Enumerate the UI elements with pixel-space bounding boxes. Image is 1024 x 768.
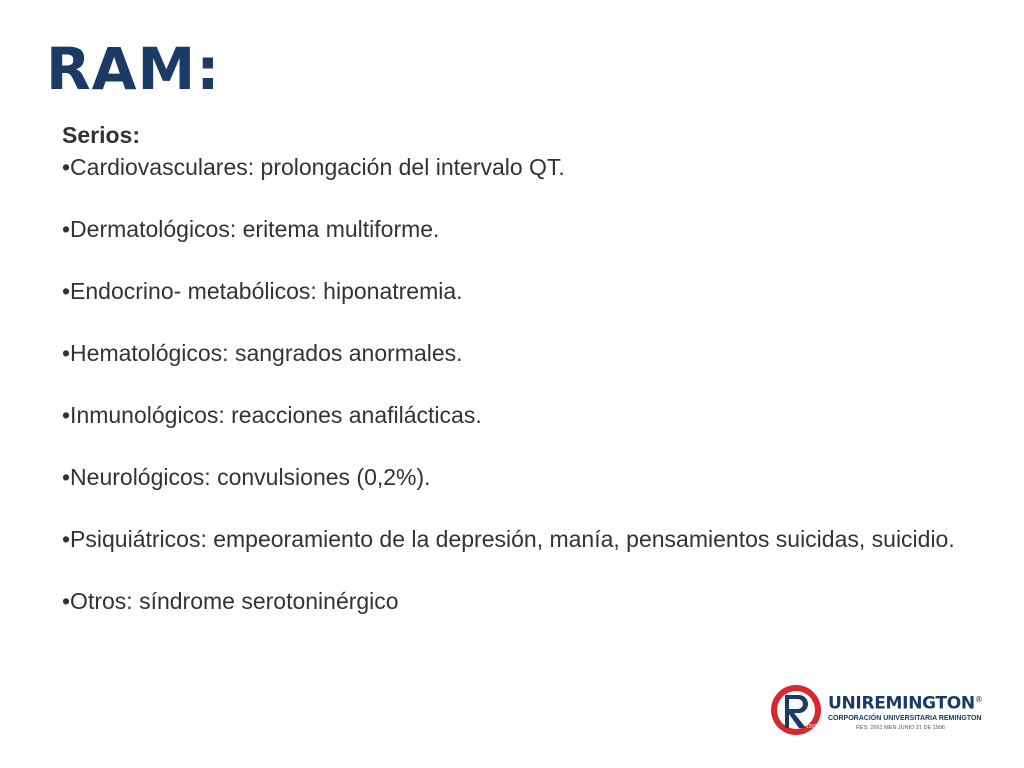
bullet-item-inmunologicos: •Inmunológicos: reacciones anafilácticas.	[62, 402, 482, 428]
uniremington-emblem-icon	[770, 684, 822, 736]
brand-name-text: UNIREMINGTON	[828, 693, 975, 714]
bullet-item-dermatologicos: •Dermatológicos: eritema multiforme.	[62, 216, 440, 242]
emblem-year: 1915	[806, 724, 818, 730]
brand-subtitle: CORPORACIÓN UNIVERSITARIA REMINGTON	[828, 714, 982, 722]
bullet-item-endocrino: •Endocrino- metabólicos: hiponatremia.	[62, 278, 463, 304]
registered-mark: ®	[974, 695, 983, 704]
bullet-item-otros: •Otros: síndrome serotoninérgico	[62, 588, 399, 614]
bullet-item-neurologicos: •Neurológicos: convulsiones (0,2%).	[62, 464, 431, 490]
bullet-item-hematologicos: •Hematológicos: sangrados anormales.	[62, 340, 463, 366]
bullet-item-cardiovasculares: •Cardiovasculares: prolongación del intervalo QT.	[62, 154, 565, 180]
section-heading: Serios:	[62, 122, 140, 148]
uniremington-logo	[770, 684, 983, 742]
brand-name	[828, 690, 983, 714]
bullet-item-psiquiatricos: •Psiquiátricos: empeoramiento de la depresión, manía, pensamientos suicidas, suicidio.	[62, 526, 955, 552]
logo-text	[828, 690, 983, 732]
slide-title: RAM:	[46, 35, 221, 103]
slide-content	[62, 120, 982, 617]
brand-resolution: RES. 2661 MEN JUNIO 21 DE 1996	[856, 724, 945, 731]
